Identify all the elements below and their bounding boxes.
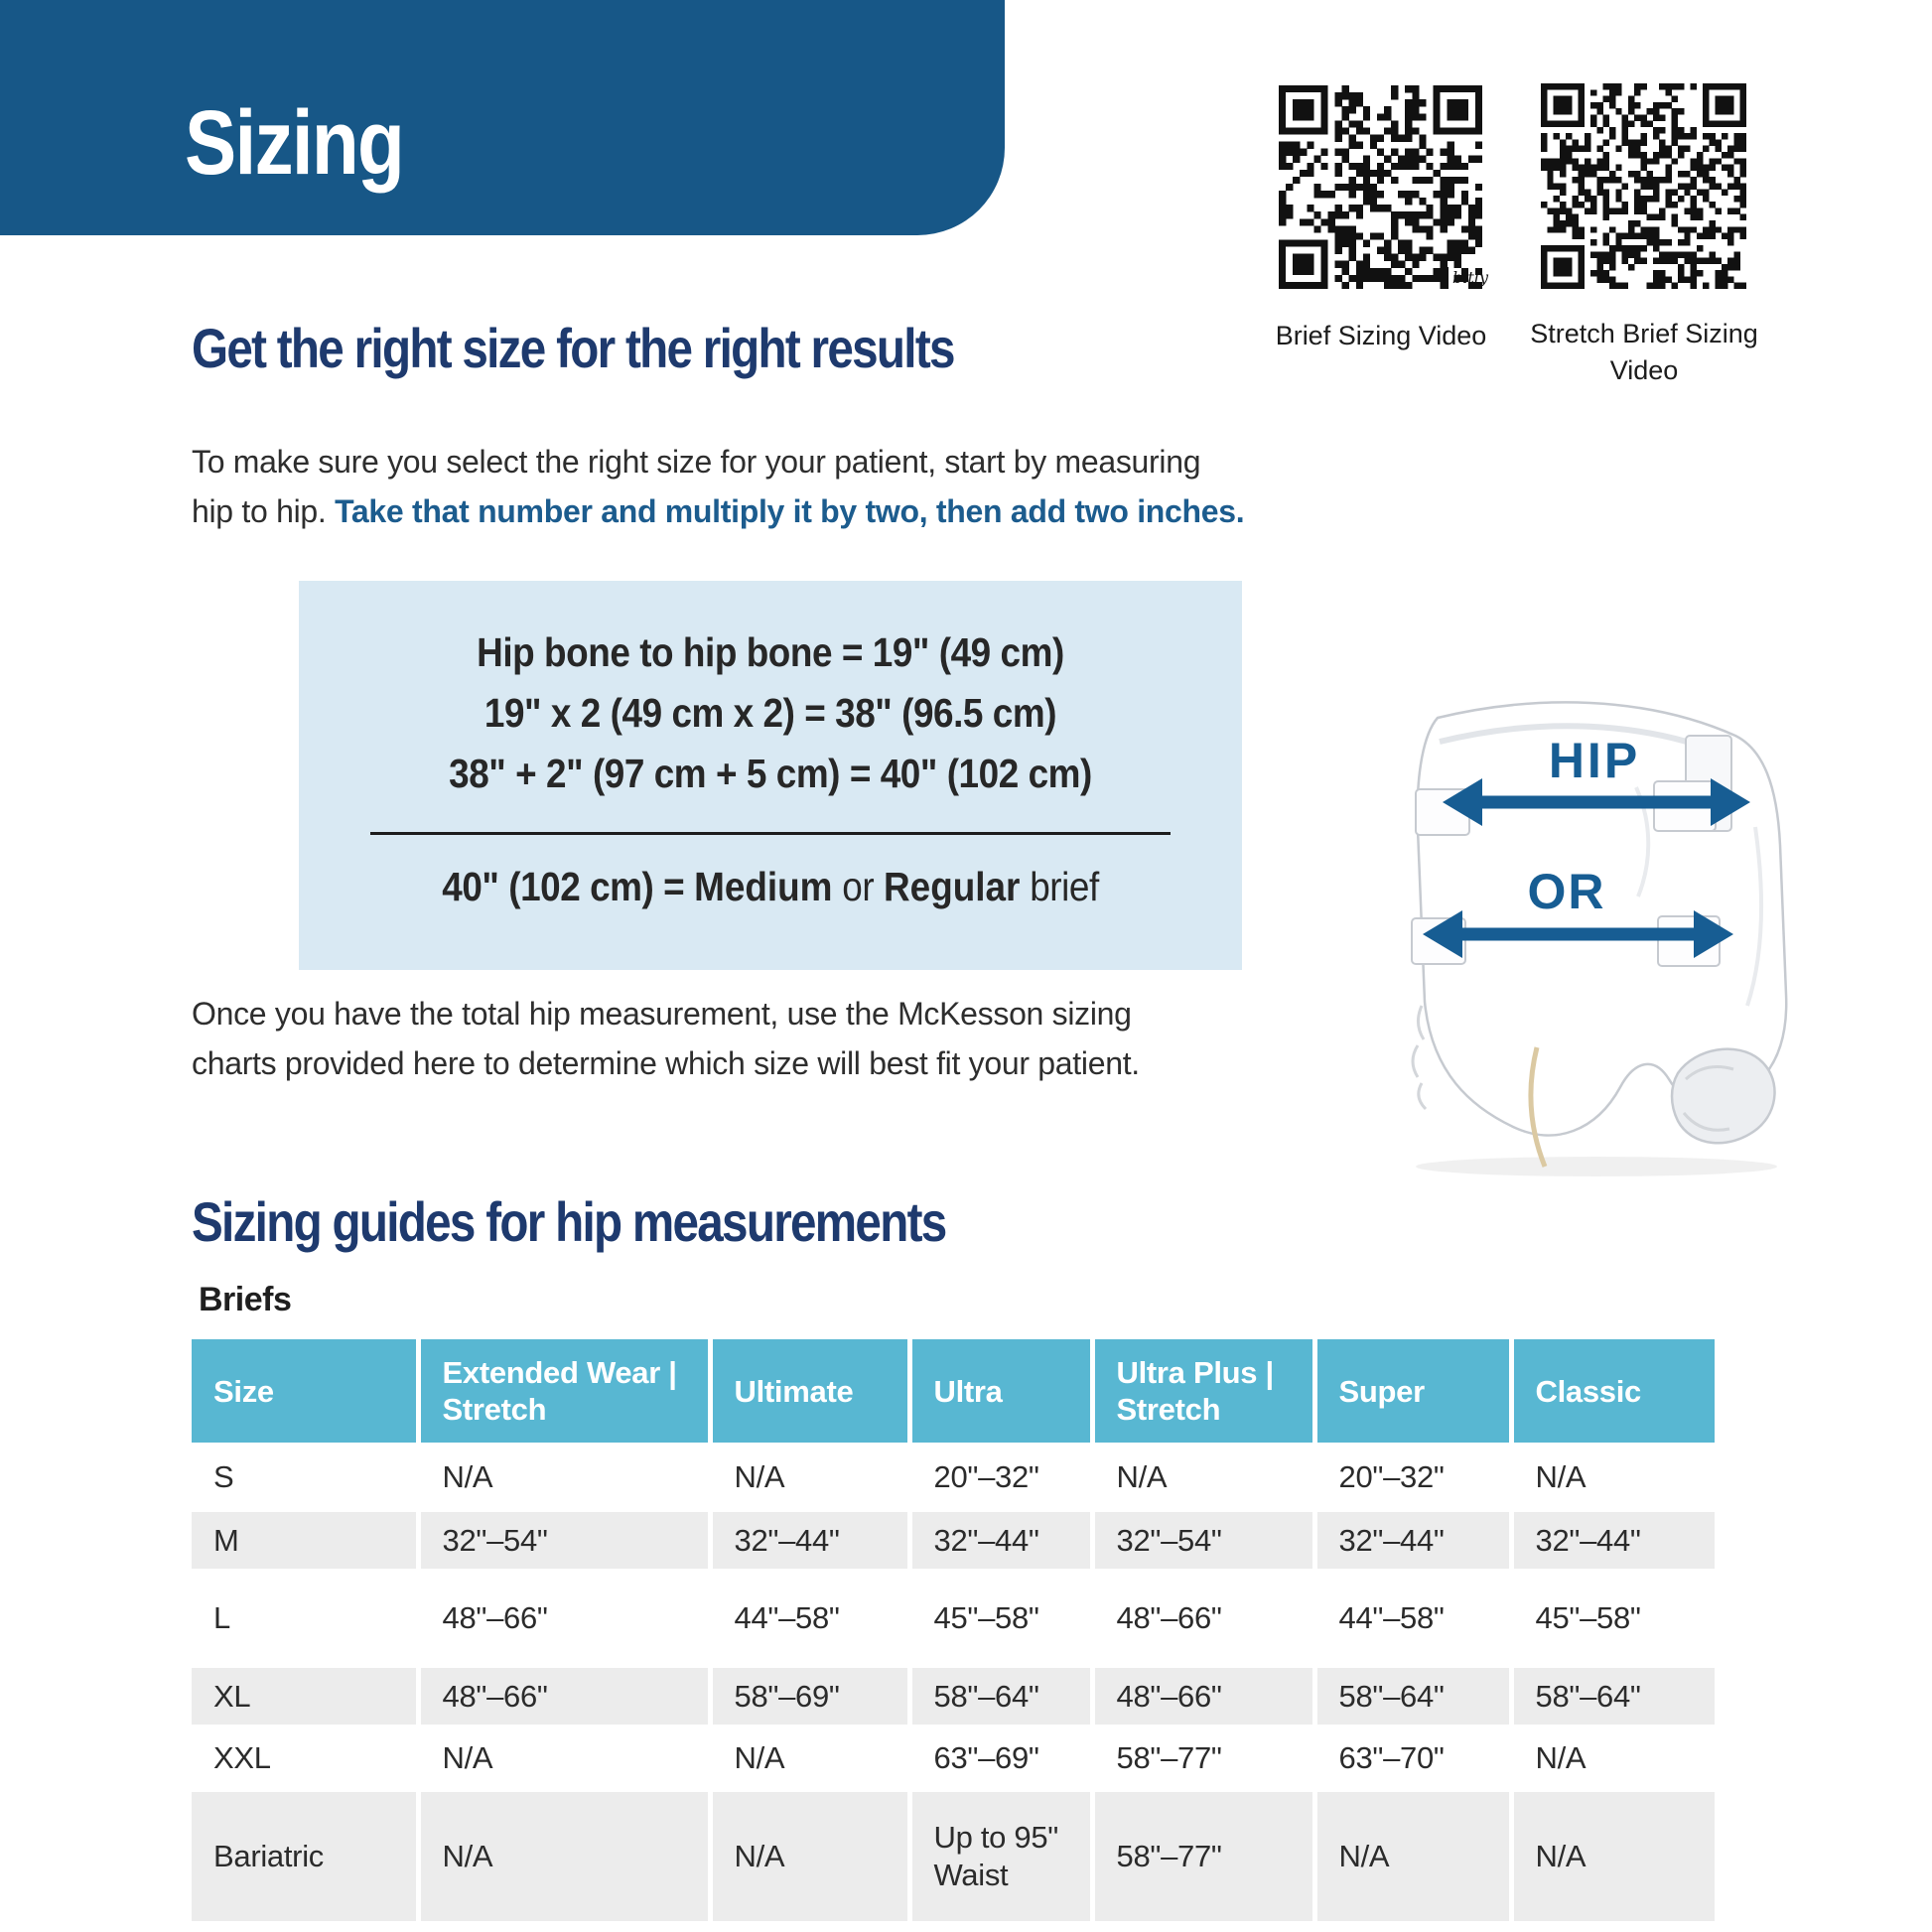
table-row (192, 1445, 1715, 1510)
bitly-watermark: bitly (1444, 267, 1488, 289)
briefs-subheading: Briefs (199, 1281, 292, 1318)
table-cell: 58"–77" (1092, 1726, 1314, 1790)
calc-result-size1: Medium (694, 864, 833, 909)
calc-line-2: 19" x 2 (49 cm x 2) = 38" (96.5 cm) (483, 690, 1057, 736)
table-cell: 58"–77" (1092, 1790, 1314, 1921)
table-cell: 58"–69" (710, 1666, 909, 1726)
table-cell: 32"–44" (1314, 1510, 1511, 1571)
column-header: Extended Wear | Stretch (418, 1339, 710, 1445)
column-header: Size (192, 1339, 418, 1445)
table-row (192, 1790, 1715, 1921)
table-cell: 58"–64" (1314, 1666, 1511, 1726)
table-cell: N/A (710, 1790, 909, 1921)
table-cell: N/A (418, 1726, 710, 1790)
qr-code-image (1279, 85, 1482, 289)
table-cell: 44"–58" (1314, 1571, 1511, 1666)
table-cell: 48"–66" (1092, 1571, 1314, 1666)
table-cell: 32"–44" (710, 1510, 909, 1571)
page-title: Sizing (185, 92, 404, 194)
qr-caption-brief: Brief Sizing Video (1275, 321, 1487, 350)
section-heading-right-size: Get the right size for the right results (192, 317, 954, 379)
column-header: Classic (1511, 1339, 1715, 1445)
qr-brief-sizing (1279, 85, 1488, 289)
calc-example-box (299, 581, 1242, 970)
column-header: Super (1314, 1339, 1511, 1445)
table-cell: N/A (1511, 1445, 1715, 1510)
qr-caption-stretch: Stretch Brief Sizing Video (1530, 319, 1758, 385)
calc-result-suffix: brief (1020, 864, 1099, 909)
table-cell: 32"–54" (418, 1510, 710, 1571)
table-header-row (192, 1339, 1715, 1445)
outro-line1: Once you have the total hip measurement, use the McKesson sizing (192, 996, 1132, 1032)
table-cell: 58"–64" (909, 1666, 1092, 1726)
calc-line-3: 38" + 2" (97 cm + 5 cm) = 40" (102 cm) (449, 751, 1092, 796)
table-cell: Up to 95" Waist (909, 1790, 1092, 1921)
table-cell: 63"–69" (909, 1726, 1092, 1790)
table-cell: N/A (710, 1726, 909, 1790)
table-cell: 44"–58" (710, 1571, 909, 1666)
table-row (192, 1666, 1715, 1726)
intro-line1: To make sure you select the right size for your patient, start by measuring (192, 444, 1201, 480)
outro-line2: charts provided here to determine which size will best fit your patient. (192, 1045, 1140, 1081)
intro-paragraph (192, 437, 1244, 536)
column-header: Ultimate (710, 1339, 909, 1445)
table-cell: 48"–66" (1092, 1666, 1314, 1726)
size-cell: L (192, 1571, 418, 1666)
hip-label: HIP (1548, 733, 1641, 788)
calc-result-prefix: 40" (102 cm) = (442, 864, 695, 909)
size-cell: M (192, 1510, 418, 1571)
qr-stretch-brief-sizing (1541, 83, 1746, 289)
table-cell: N/A (1511, 1726, 1715, 1790)
intro-line2-bold: Take that number and multiply it by two, then add two inches. (335, 493, 1245, 529)
column-header: Ultra Plus | Stretch (1092, 1339, 1314, 1445)
table-cell: 20"–32" (909, 1445, 1092, 1510)
size-cell: Bariatric (192, 1790, 418, 1921)
brief-diagram-svg (1388, 678, 1932, 1179)
brief-illustration (1388, 678, 1932, 1179)
qr-code-image (1541, 83, 1746, 289)
table-cell: 32"–44" (909, 1510, 1092, 1571)
table-cell: N/A (710, 1445, 909, 1510)
calc-result-size2: Regular (884, 864, 1021, 909)
table-cell: 32"–54" (1092, 1510, 1314, 1571)
outro-paragraph (192, 989, 1140, 1088)
sizing-table (192, 1339, 1715, 1921)
table-cell: 63"–70" (1314, 1726, 1511, 1790)
table-cell: N/A (418, 1790, 710, 1921)
size-cell: S (192, 1445, 418, 1510)
table-row (192, 1571, 1715, 1666)
calc-result-conj: or (832, 864, 885, 909)
table-row (192, 1726, 1715, 1790)
calc-line-1: Hip bone to hip bone = 19" (49 cm) (477, 629, 1064, 675)
table-body (192, 1445, 1715, 1921)
calc-divider-line (370, 832, 1171, 835)
table-cell: 48"–66" (418, 1571, 710, 1666)
table-cell: 45"–58" (1511, 1571, 1715, 1666)
table-cell: 58"–64" (1511, 1666, 1715, 1726)
table-cell: 48"–66" (418, 1666, 710, 1726)
column-header: Ultra (909, 1339, 1092, 1445)
size-cell: XL (192, 1666, 418, 1726)
table-cell: N/A (1314, 1790, 1511, 1921)
intro-line2-plain: hip to hip. (192, 493, 336, 529)
table-cell: N/A (418, 1445, 710, 1510)
table-cell: N/A (1511, 1790, 1715, 1921)
calc-result-line (346, 861, 1195, 912)
table-cell: 45"–58" (909, 1571, 1092, 1666)
table-cell: 20"–32" (1314, 1445, 1511, 1510)
section-heading-sizing-guides: Sizing guides for hip measurements (192, 1190, 946, 1253)
header-band (0, 0, 1005, 235)
size-cell: XXL (192, 1726, 418, 1790)
table-row (192, 1510, 1715, 1571)
or-label: OR (1527, 864, 1606, 919)
table-cell: 32"–44" (1511, 1510, 1715, 1571)
table-cell: N/A (1092, 1445, 1314, 1510)
